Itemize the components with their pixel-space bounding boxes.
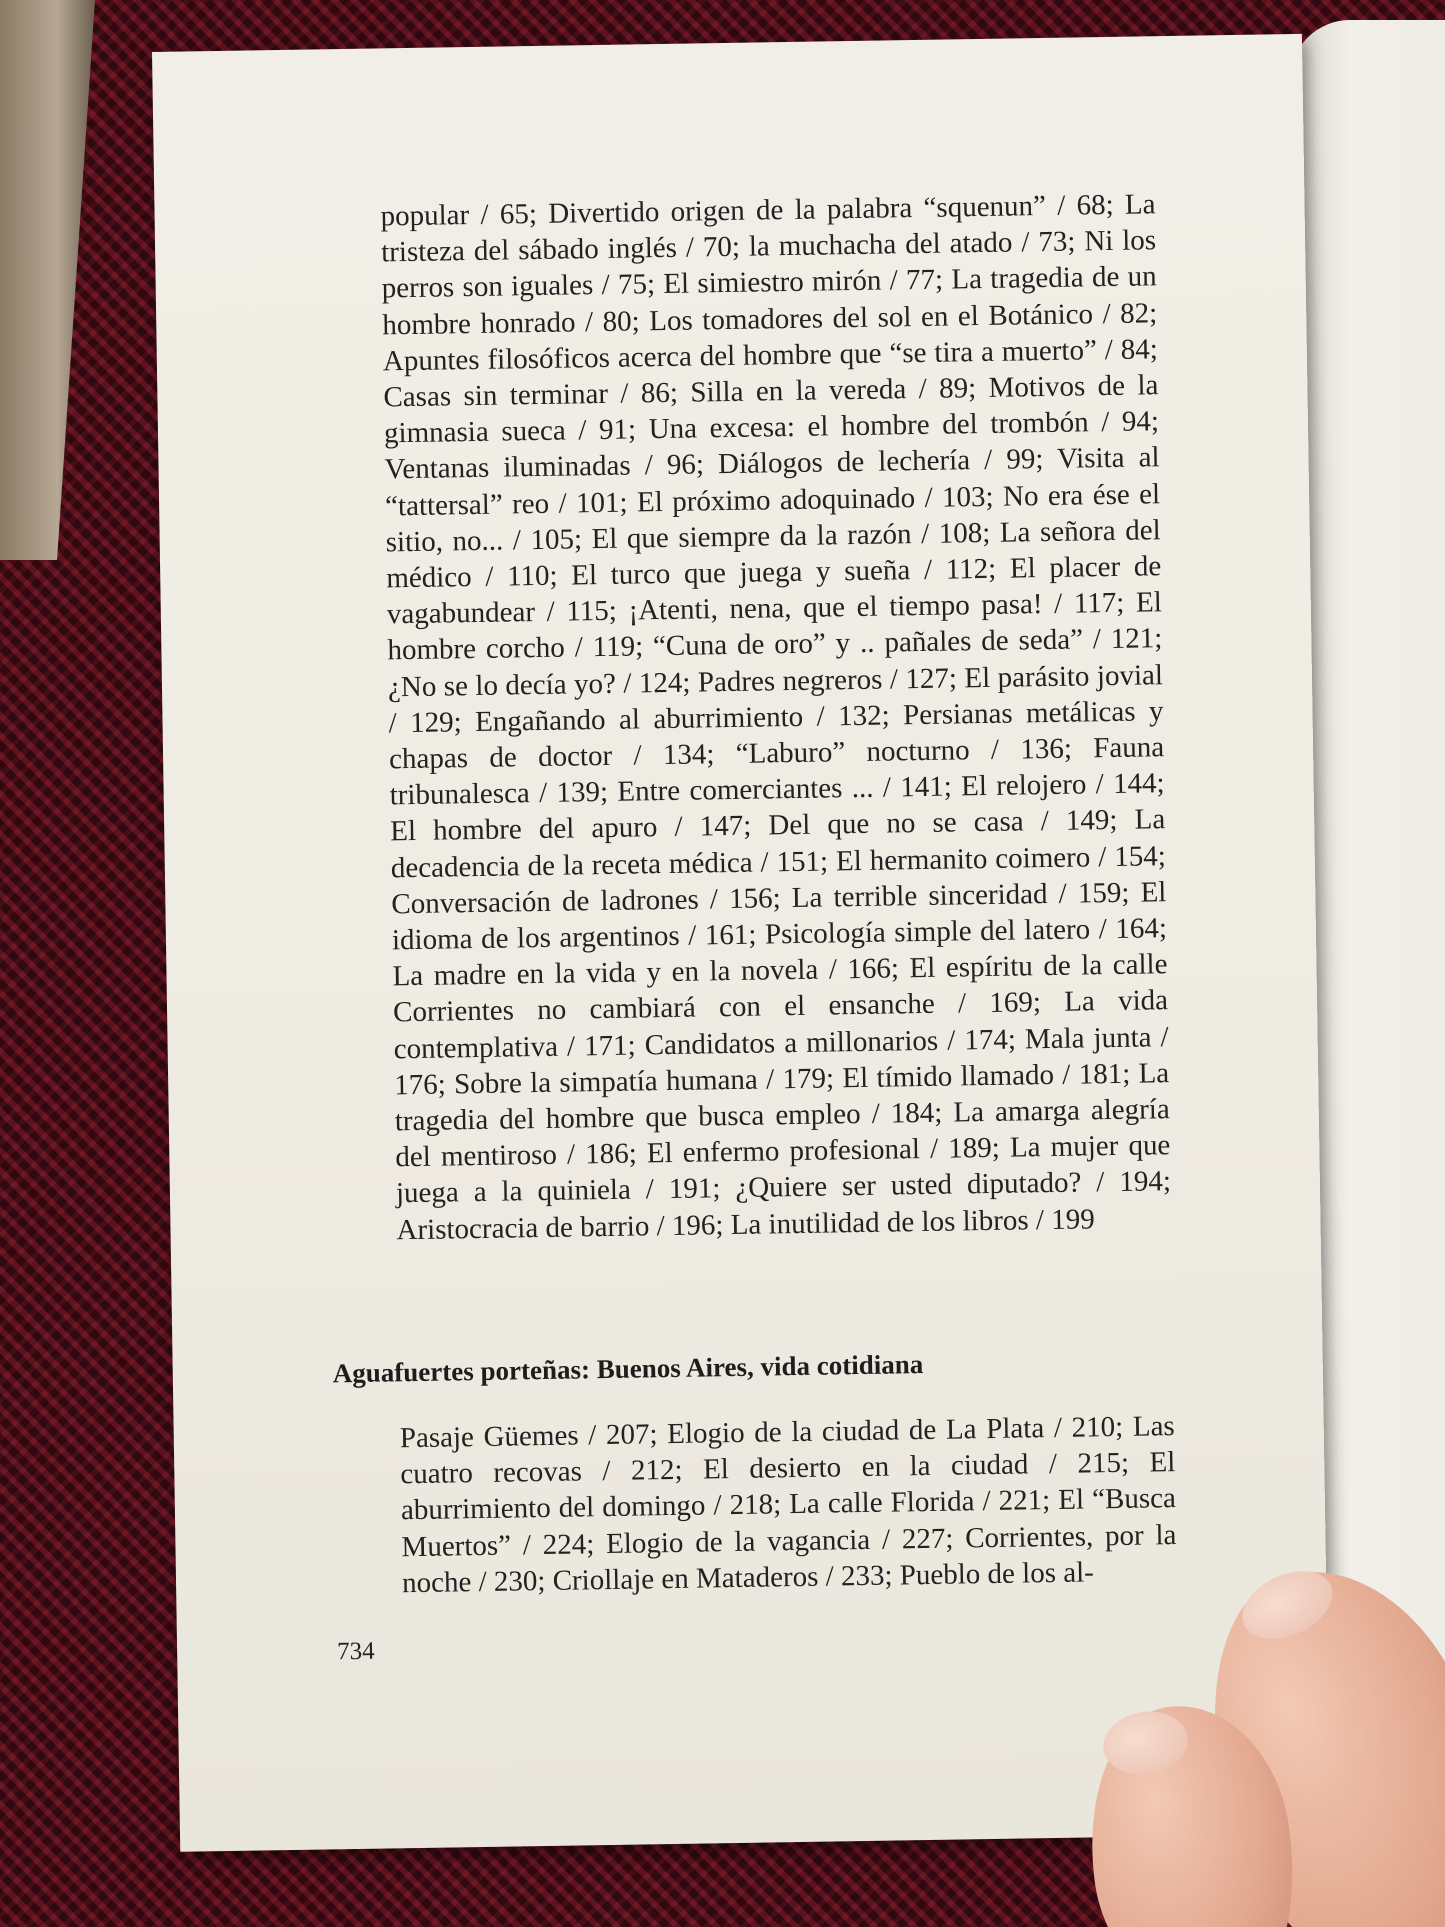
book-edge-left: [0, 0, 95, 560]
index-entries-block: popular / 65; Divertido origen de la palabra “squenun” / 68; La tristeza del sábado inglés / 70; la muchacha del atado / 73; Ni los perros son iguales / 75; El simiestro mirón / 77; La tragedia de un hombre honrado / 80; Los tomadores del sol en el Botánico / 82; Apuntes filosóficos acerca del hombre que “se tira a muerto” / 84; Casas sin terminar / 86; Silla en la vereda / 89; Motivos de la gimnasia sueca / 91; Una excesa: el hombre del trombón / 94; Ventanas iluminadas / 96; Diálogos de lechería / 99; Visita al “tattersal” reo / 101; El próximo adoquinado / 103; No era ése el sitio, no... / 105; El que siempre da la razón / 108; La señora del médico / 110; El turco que juega y sueña / 112; El placer de vagabundear / 115; ¡Atenti, nena, que el tiempo pasa! / 117; El hombre corcho / 119; “Cuna de oro” y .. pañales de seda” / 121; ¿No se lo decía yo? / 124; Padres negreros / 127; El parásito jovial / 129; Engañando al aburrimiento / 132; Persianas metálicas y chapas de doctor / 134; “Laburo” nocturno / 136; Fauna tribunalesca / 139; Entre comerciantes ... / 141; El relojero / 144; El hombre del apuro / 147; Del que no se casa / 149; La decadencia de la receta médica / 151; El hermanito coimero / 154; Conversación de ladrones / 156; La terrible sinceridad / 159; El idioma de los argentinos / 161; Psicología simple del latero / 164; La madre en la vida y en la novela / 166; El espíritu de la calle Corrientes no cambiará con el ensanche / 169; La vida contemplativa / 171; Candidatos a millonarios / 174; Mala junta / 176; Sobre la simpatía humana / 179; El tímido llamado / 181; La tragedia del hombre que busca empleo / 184; La amarga alegría del mentiroso / 186; El enfermo profesional / 189; La mujer que juega a la quiniela / 191; ¿Quiere ser usted diputado? / 194; Aristocracia de barrio / 196; La inutilidad de los libros / 199: [380, 188, 1172, 1246]
index-entries-block-2: Pasaje Güemes / 207; Elogio de la ciudad de La Plata / 210; Las cuatro recovas / 212; El desierto en la ciudad / 215; El aburrimiento del domingo / 218; La calle Florida / 221; El “Busca Muertos” / 224; Elogio de la vagancia / 227; Corrientes, por la noche / 230; Criollaje en Mataderos / 233; Pueblo de los al-: [399, 1410, 1177, 1600]
section-heading: Aguafuertes porteñas: Buenos Aires, vida cotidiana: [332, 1349, 924, 1389]
page-number: 734: [336, 1637, 375, 1666]
book-page: [152, 34, 1330, 1852]
page-content: [152, 34, 1330, 1852]
